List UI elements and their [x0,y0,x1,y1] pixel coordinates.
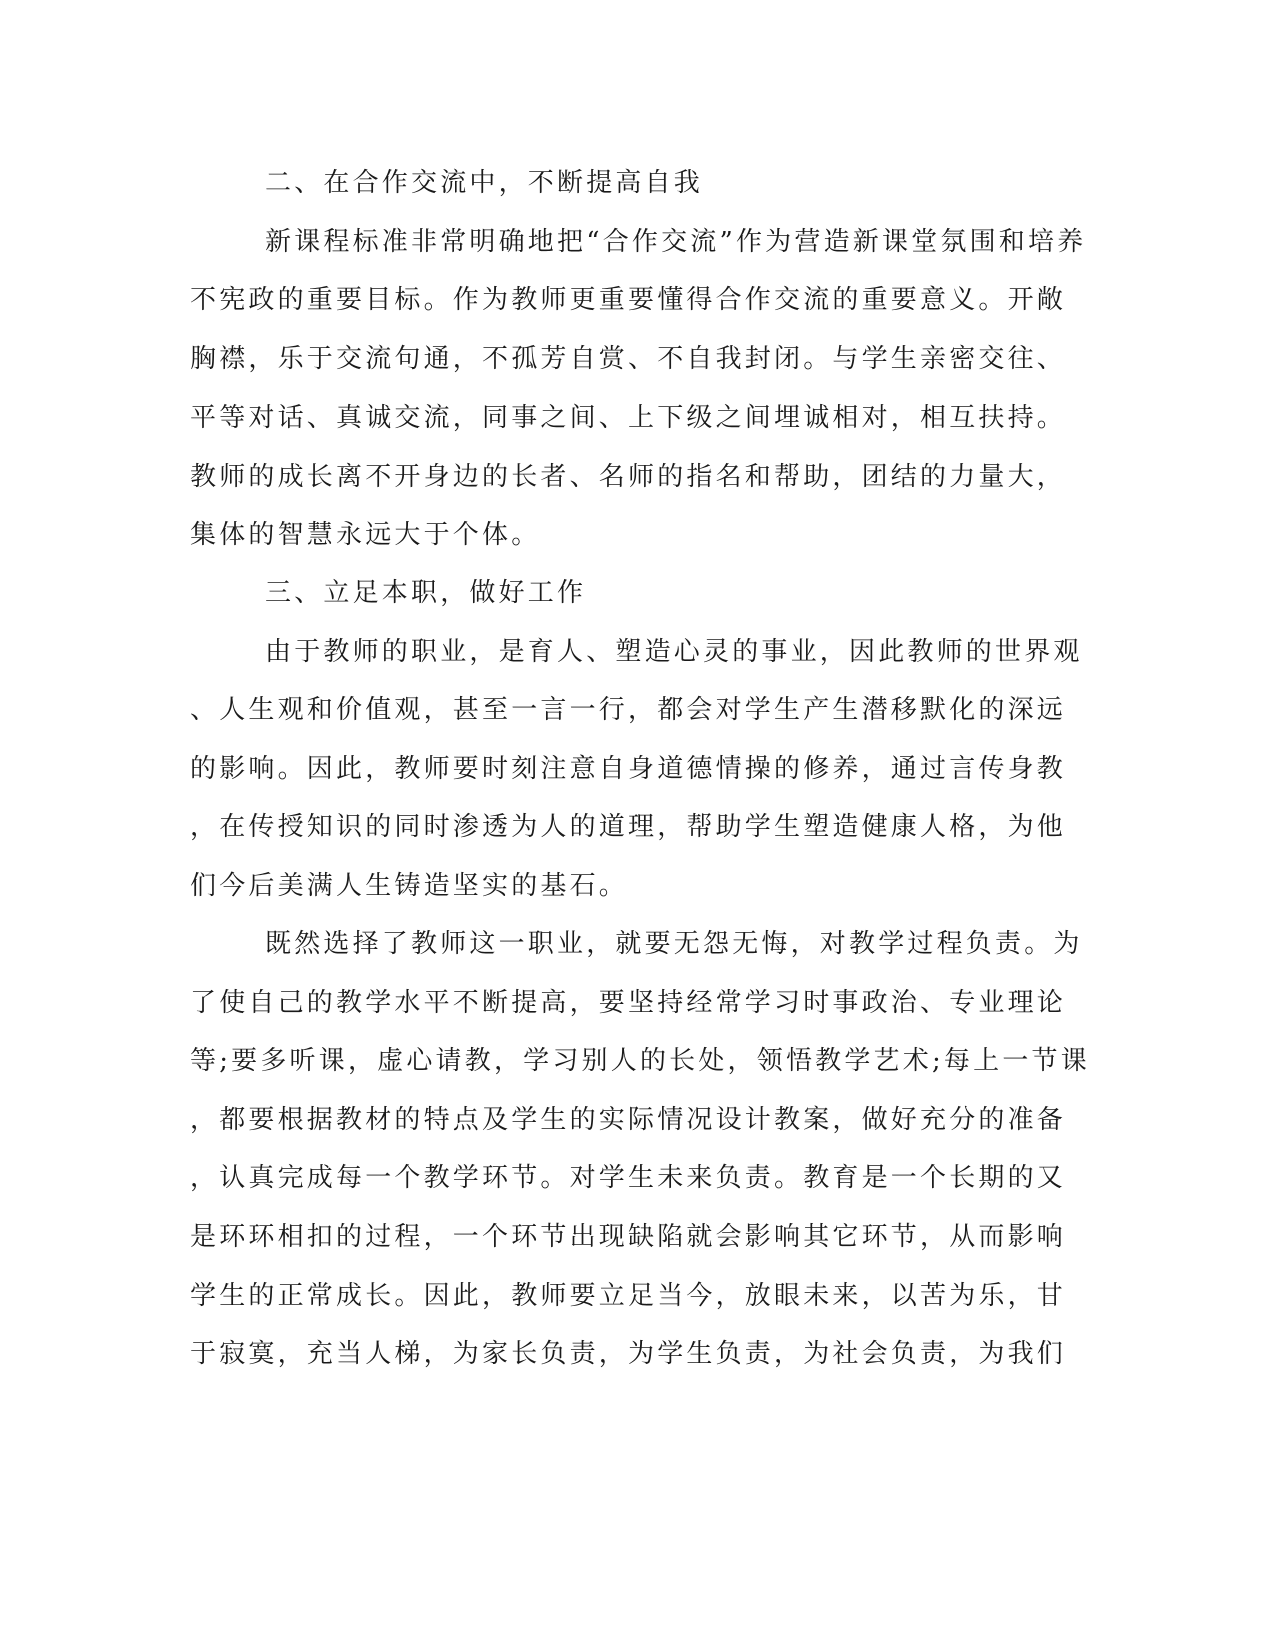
paragraph-line: 的影响。因此，教师要时刻注意自身道德情操的修养，通过言传身教 [190,754,1067,784]
paragraph-line: 们今后美满人生铸造坚实的基石。 [190,871,629,901]
paragraph-line: ，在传授知识的同时渗透为人的道理，帮助学生塑造健康人格，为他 [190,812,1067,842]
paragraph-line: 是环环相扣的过程，一个环节出现缺陷就会影响其它环节，从而影响 [190,1222,1067,1252]
paragraph-line: 新课程标准非常明确地把“合作交流”作为营造新课堂氛围和培养 [265,227,1087,257]
paragraph-line: 了使自己的教学水平不断提高，要坚持经常学习时事政治、专业理论 [190,988,1067,1018]
paragraph-line: 既然选择了教师这一职业，就要无怨无悔，对教学过程负责。为 [265,929,1083,959]
paragraph-line: 等;要多听课，虚心请教，学习别人的长处，领悟教学艺术;每上一节课 [190,1046,1090,1076]
paragraph-line: 不宪政的重要目标。作为教师更重要懂得合作交流的重要意义。开敞 [190,285,1067,315]
paragraph-line: 集体的智慧永远大于个体。 [190,520,541,550]
paragraph-line: ，都要根据教材的特点及学生的实际情况设计教案，做好充分的准备 [190,1105,1067,1135]
paragraph-line: 由于教师的职业，是育人、塑造心灵的事业，因此教师的世界观 [265,637,1083,667]
section-heading-2: 二、在合作交流中，不断提高自我 [265,168,704,198]
paragraph-line: 、人生观和价值观，甚至一言一行，都会对学生产生潜移默化的深远 [190,695,1067,725]
paragraph-line: ，认真完成每一个教学环节。对学生未来负责。教育是一个长期的又 [190,1163,1067,1193]
paragraph-line: 教师的成长离不开身边的长者、名师的指名和帮助，团结的力量大， [190,462,1067,492]
paragraph-line: 平等对话、真诚交流，同事之间、上下级之间埋诚相对，相互扶持。 [190,403,1067,433]
paragraph-line: 胸襟，乐于交流句通，不孤芳自赏、不自我封闭。与学生亲密交往、 [190,344,1067,374]
paragraph-line: 学生的正常成长。因此，教师要立足当今，放眼未来，以苦为乐，甘 [190,1281,1067,1311]
section-heading-3: 三、立足本职，做好工作 [265,578,587,608]
paragraph-line: 于寂寞，充当人梯，为家长负责，为学生负责，为社会负责，为我们 [190,1339,1067,1369]
